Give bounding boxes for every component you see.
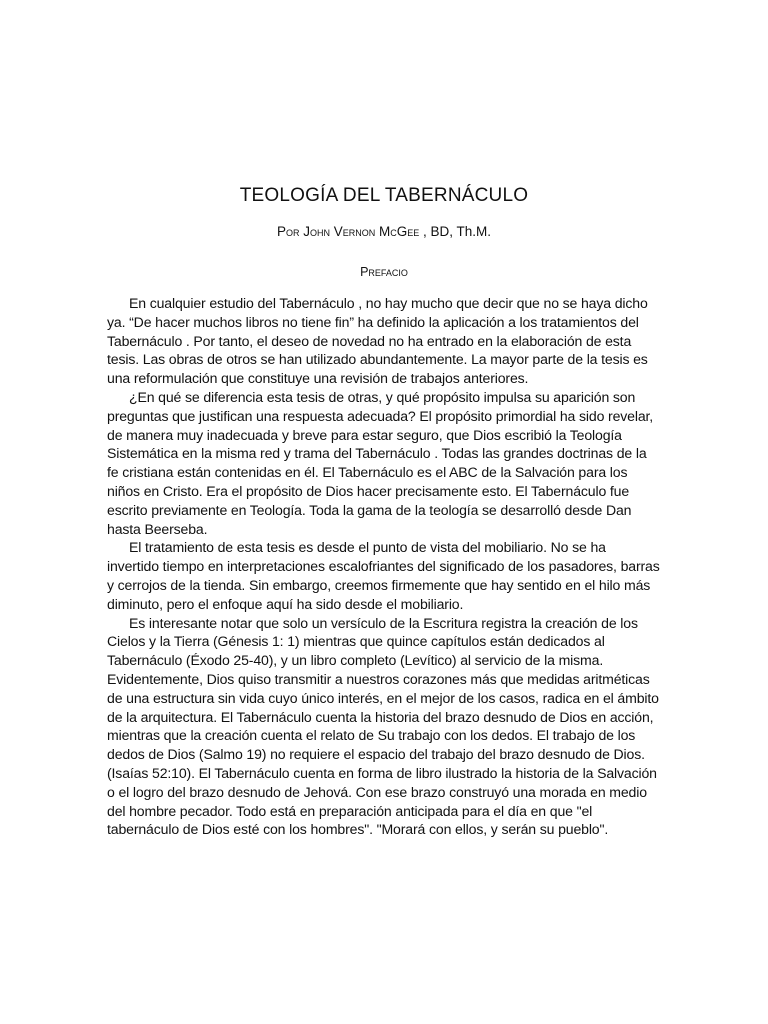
- document-byline: [0, 224, 768, 239]
- document-title: TEOLOGÍA DEL TABERNÁCULO: [239, 185, 529, 206]
- byline-author-last: McGee: [379, 224, 420, 239]
- byline-prefix: Por: [276, 224, 300, 239]
- section-heading: Prefacio: [360, 265, 408, 279]
- byline-suffix: , BD, Th.M.: [419, 224, 492, 239]
- paragraph: El tratamiento de esta tesis es desde el punto de vista del mobiliario. No se ha invertido tiempo en interpretaciones escalofriantes del significado de los pasadores, barras y cerrojos de la tienda. Sin embargo, creemos firmemente que hay sentido en el hilo más diminuto, pero el enfoque aquí ha sido desde el mobiliario.: [107, 539, 660, 612]
- paragraph: Es interesante notar que solo un versículo de la Escritura registra la creación de los Cielos y la Tierra (Génesis 1: 1) mientras que quince capítulos están dedicados al Tabernáculo (Éxodo 25-40), y un libro completo (Levítico) al servicio de la misma. Evidentemente, Dios quiso transmitir a nuestros corazones más que medidas aritméticas de una estructura sin vida cuyo único interés, en el mejor de los casos, radica en el ámbito de la arquitectura. El Tabernáculo cuenta la historia del brazo desnudo de Dios en acción, mientras que la creación cuenta el relato de Su trabajo con los dedos. El trabajo de los dedos de Dios (Salmo 19) no requiere el espacio del trabajo del brazo desnudo de Dios. (Isaías 52:10). El Tabernáculo cuenta en forma de libro ilustrado la historia de la Salvación o el logro del brazo desnudo de Jehová. Con ese brazo construyó una morada en medio del hombre pecador. Todo está en preparación anticipada para el día en que "el tabernáculo de Dios esté con los hombres". "Morará con ellos, y serán su pueblo".: [107, 614, 659, 838]
- byline-author-first: John Vernon: [303, 224, 376, 239]
- paragraph: En cualquier estudio del Tabernáculo , no hay mucho que decir que no se haya dicho ya. “De hacer muchos libros no tiene fin” ha definido la aplicación a los tratamientos del Tabernáculo . Por tanto, el deseo de novedad no ha entrado en la elaboración de esta tesis. Las obras de otros se han utilizado abundantemente. La mayor parte de la tesis es una reformulación que constituye una revisión de trabajos anteriores.: [107, 295, 648, 387]
- paragraph: ¿En qué se diferencia esta tesis de otras, y qué propósito impulsa su aparición son preguntas que justifican una respuesta adecuada? El propósito primordial ha sido revelar, de manera muy inadecuada y breve para estar seguro, que Dios escribió la Teología Sistemática en la misma red y trama del Tabernáculo . Todas las grandes doctrinas de la fe cristiana están contenidas en él. El Tabernáculo es el ABC de la Salvación para los niños en Cristo. Era el propósito de Dios hacer precisamente esto. El Tabernáculo fue escrito previamente en Teología. Toda la gama de la teología se desarrolló desde Dan hasta Beerseba.: [107, 388, 654, 537]
- document-body: [107, 294, 661, 839]
